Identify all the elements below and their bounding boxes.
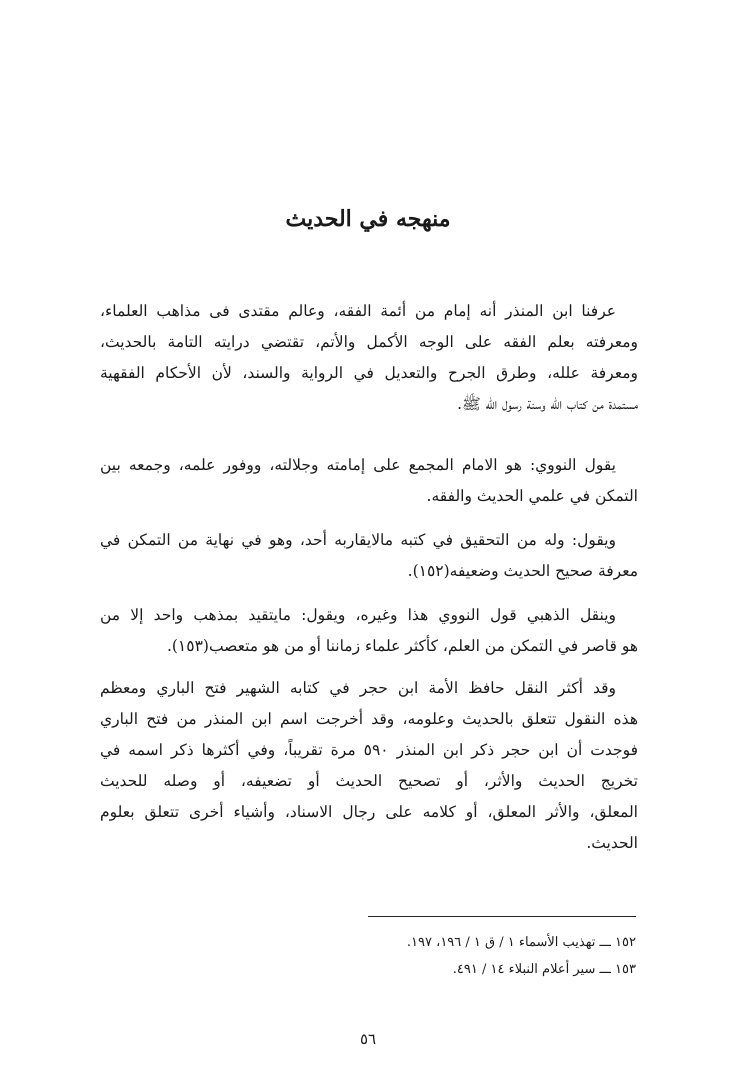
text-line: هذه النقول تتعلق بالحديث وعلومه، وقد أخرجت اسم ابن المنذر من فتح الباري <box>100 710 638 728</box>
text-line: معرفة صحيح الحديث وضعيفه(١٥٢). <box>407 562 638 580</box>
text-line: وينقل الذهبي قول النووي هذا وغيره، ويقول: مايتقيد بمذهب واحد إلا من <box>100 606 616 624</box>
text-line: مستمدة من كتاب الله وسنة رسول الله ﷺ. <box>457 395 638 413</box>
page-number: ٥٦ <box>359 1030 377 1048</box>
text-line: هو قاصر في التمكن من العلم، كأكثر علماء زماننا أو من هو متعصب(١٥٣). <box>166 637 638 655</box>
text-line: ومعرفة علله، وطرق الجرح والتعديل في الرواية والسند، لأن الأحكام الفقهية <box>100 364 638 382</box>
footnote-152: ١٥٢ ـــ تهذيب الأسماء ١ / ق ١ / ١٩٦، ١٩٧. <box>406 935 636 950</box>
text-line: الحديث. <box>586 834 638 852</box>
footnote-153: ١٥٣ ـــ سير أعلام النبلاء ١٤ / ٤٩١. <box>452 962 636 977</box>
text-line: ويقول: وله من التحقيق في كتبه مالايقاربه أحد، وهو في نهاية من التمكن في <box>100 531 616 549</box>
paragraph-4 <box>100 600 638 662</box>
text-line: المعلق، والأثر المعلق، أو كلامه على رجال الاسناد، وأشياء أخرى تتعلق بعلوم <box>100 803 638 821</box>
text-line: وقد أكثر النقل حافظ الأمة ابن حجر في كتابه الشهير فتح الباري ومعظم <box>100 679 616 697</box>
footnotes <box>300 929 636 983</box>
paragraph-1 <box>100 296 638 420</box>
text-line: عرفنا ابن المنذر أنه إمام من أئمة الفقه، وعالم مقتدى فى مذاهب العلماء، <box>100 302 616 320</box>
text-line: فوجدت أن ابن حجر ذكر ابن المنذر ٥٩٠ مرة تقريباً، وفي أكثرها ذكر اسمه في <box>100 741 638 759</box>
text-line: ومعرفته بعلم الفقه على الوجه الأكمل والأتم، تقتضي درايته التامة بالحديث، <box>100 333 638 351</box>
text-line: التمكن في علمي الحديث والفقه. <box>426 487 638 505</box>
text-line: يقول النووي: هو الامام المجمع على إمامته وجلالته، ووفور علمه، وجمعه بين <box>100 456 616 474</box>
paragraph-2 <box>100 450 638 512</box>
text-line: تخريج الحديث والأثر، أو تصحيح الحديث أو تضعيفه، أو وصله للحديث <box>100 772 638 790</box>
paragraph-5 <box>100 673 638 859</box>
paragraph-3 <box>100 525 638 587</box>
chapter-title: منهجه في الحديث <box>285 206 451 232</box>
footnote-separator <box>368 916 636 917</box>
